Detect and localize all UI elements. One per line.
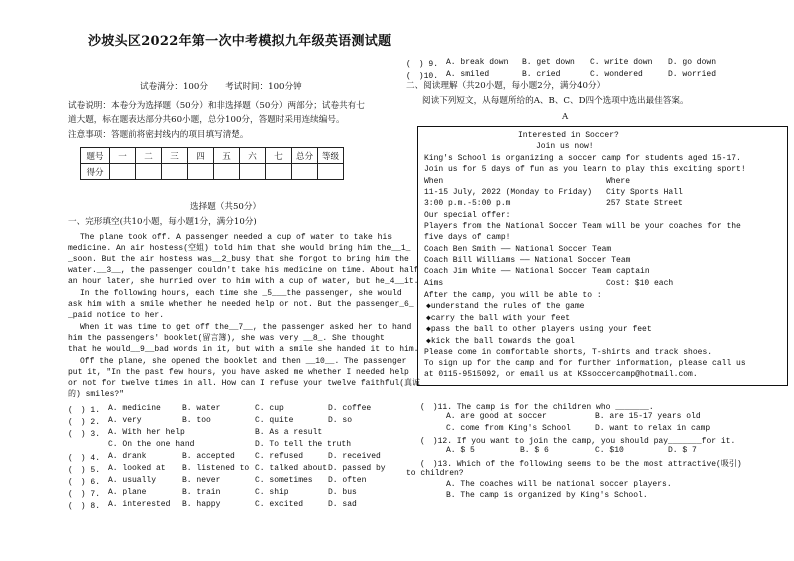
option-a[interactable]: A. looked at	[108, 464, 166, 473]
section-title: 选择题（共50分）	[190, 202, 262, 212]
option-c[interactable]: C. talked about	[255, 464, 328, 473]
ad-signup-1: To sign up for the camp and for further information, please call us	[424, 359, 746, 368]
passage-line: that he would__9__bad words in it, but with a smile she handed it to him.	[68, 345, 419, 354]
option-c[interactable]: C. come from King's School	[446, 424, 571, 433]
option-d[interactable]: D. received	[328, 452, 381, 461]
option-b[interactable]: B. are 15-17 years old	[595, 412, 701, 421]
option-a[interactable]: A. The coaches will be national soccer players.	[446, 480, 672, 489]
question-13: ( )13. Which of the following seems to be the most attractive(吸引)	[420, 460, 742, 469]
option-c[interactable]: C. sometimes	[255, 476, 313, 485]
option-c[interactable]: C. ship	[255, 488, 289, 497]
ad-offer-heading: Our special offer:	[424, 211, 511, 220]
option-a[interactable]: A. medicine	[108, 404, 161, 413]
question-number: ( ) 4.	[68, 454, 101, 463]
option-b[interactable]: B. never	[182, 476, 221, 485]
passage-line: or not for twelve times in all. How can I refuse your twelve faithful(真诚	[68, 379, 421, 388]
score-input-cell[interactable]	[214, 164, 240, 180]
option-a[interactable]: A. interested	[108, 500, 171, 509]
score-table-header-row	[81, 148, 344, 164]
option-a[interactable]: A. very	[108, 416, 142, 425]
score-cell: 七	[266, 148, 292, 164]
ad-aim-4: ◆kick the ball towards the goal	[426, 337, 575, 346]
ad-subtitle: Join us now!	[536, 142, 594, 151]
ad-aim-3: ◆pass the ball to other players using your feet	[426, 325, 652, 334]
option-d[interactable]: D. often	[328, 476, 367, 485]
score-input-cell[interactable]	[240, 164, 266, 180]
score-cell: 得分	[81, 164, 110, 180]
question-number: ( ) 1.	[68, 406, 101, 415]
score-cell: 四	[188, 148, 214, 164]
ad-when-label: When	[424, 177, 444, 186]
option-a[interactable]: A. $ 5	[446, 446, 475, 455]
ad-aims-label: Aims	[424, 279, 444, 288]
option-c[interactable]: C. On the one hand	[108, 440, 195, 449]
score-cell: 二	[136, 148, 162, 164]
option-b[interactable]: B. water	[182, 404, 221, 413]
option-d[interactable]: D. so	[328, 416, 353, 425]
passage-line: 的) smiles?"	[68, 390, 125, 399]
option-c[interactable]: C. write down	[590, 58, 653, 67]
question-number: ( ) 3.	[68, 430, 101, 439]
option-c[interactable]: C. quite	[255, 416, 294, 425]
score-input-cell[interactable]	[136, 164, 162, 180]
question-number: ( ) 5.	[68, 466, 101, 475]
option-c[interactable]: C. $10	[595, 446, 624, 455]
exam-note-2: 道大题，标在题表达部分共60小题，总分100分，答题时采用连续编号。	[68, 115, 345, 125]
ad-where-venue: City Sports Hall	[606, 188, 683, 197]
option-b[interactable]: B. get down	[522, 58, 575, 67]
option-b[interactable]: B. cried	[522, 70, 561, 79]
option-d[interactable]: D. To tell the truth	[255, 440, 352, 449]
score-cell: 五	[214, 148, 240, 164]
passage-line: him the passengers' booklet(留言簿), she was very __8_. She thought	[68, 334, 385, 343]
ad-intro-1: King's School is organizing a soccer camp for students aged 15-17.	[424, 154, 741, 163]
ad-offer-line-2: five days of camp!	[424, 233, 511, 242]
question-13-cont: to children?	[406, 469, 464, 478]
ad-after-heading: After the camp, you will be able to :	[424, 291, 602, 300]
passage-line: put it, "In the past few hours, you have asked me whether I needed help	[68, 368, 409, 377]
exam-note-1: 试卷说明：本卷分为选择题（50分）和非选择题（50分）两部分；试卷共有七	[68, 101, 365, 111]
score-cell: 一	[110, 148, 136, 164]
part-2-heading: 二、阅读理解（共20小题，每小题2分，满分40分）	[406, 81, 606, 91]
question-number: ( ) 6.	[68, 478, 101, 487]
option-b[interactable]: B. too	[182, 416, 211, 425]
score-cell: 三	[162, 148, 188, 164]
option-a[interactable]: A. With her help	[108, 428, 185, 437]
score-input-cell[interactable]	[110, 164, 136, 180]
soccer-camp-ad	[417, 126, 788, 386]
part-1-heading: 一、完形填空(共10小题，每小题1分，满分10分)	[68, 217, 257, 227]
ad-signup-2: at 0115-9515092, or email us at KSsoccercamp@hotmail.com.	[424, 370, 698, 379]
option-b[interactable]: B. happy	[182, 500, 221, 509]
ad-aim-1: ◆understand the rules of the game	[426, 302, 585, 311]
score-cell: 六	[240, 148, 266, 164]
reading-instruction: 阅读下列短文，从每题所给的A、B、C、D四个选项中选出最佳答案。	[422, 96, 689, 106]
ad-when-date: 11-15 July, 2022 (Monday to Friday)	[424, 188, 593, 197]
question-number: ( ) 7.	[68, 490, 101, 499]
score-input-cell[interactable]	[162, 164, 188, 180]
option-a[interactable]: A. smiled	[446, 70, 490, 79]
option-c[interactable]: C. wondered	[590, 70, 643, 79]
option-a[interactable]: A. usually	[108, 476, 157, 485]
passage-line: In the following hours, each time she _5___the passenger, she would	[80, 289, 402, 298]
option-b[interactable]: B. As a result	[255, 428, 323, 437]
passage-line: _paid notice to her.	[68, 311, 165, 320]
option-c[interactable]: C. excited	[255, 500, 304, 509]
ad-offer-line-1: Players from the National Soccer Team will be your coaches for the	[424, 222, 741, 231]
question-number: ( ) 2.	[68, 418, 101, 427]
question-11: ( )11. The camp is for the children who _______.	[420, 403, 654, 412]
option-c[interactable]: C. cup	[255, 404, 284, 413]
option-d[interactable]: D. sad	[328, 500, 357, 509]
option-d[interactable]: D. passed by	[328, 464, 386, 473]
ad-clothing: Please come in comfortable shorts, T-shirts and track shoes.	[424, 348, 713, 357]
ad-title: Interested in Soccer?	[518, 131, 619, 140]
exam-meta: 试卷满分：100分 考试时间：100分钟	[140, 82, 302, 92]
option-a[interactable]: A. plane	[108, 488, 147, 497]
option-d[interactable]: D. worried	[668, 70, 717, 79]
score-input-cell[interactable]	[292, 164, 318, 180]
option-b[interactable]: B. listened to	[182, 464, 250, 473]
passage-line: When it was time to get off the__7__, the passenger asked her to hand	[80, 323, 412, 332]
passage-line: ask him with a smile whether he needed help or not. But the passenger_6_	[68, 300, 414, 309]
score-input-cell[interactable]	[318, 164, 344, 180]
page-title: 沙坡头区2022年第一次中考模拟九年级英语测试题	[88, 34, 392, 49]
question-12: ( )12. If you want to join the camp, you should pay_______for it.	[420, 437, 736, 446]
ad-coach-3: Coach Jim White —— National Soccer Team captain	[424, 267, 650, 276]
ad-when-time: 3:00 p.m.-5:00 p.m	[424, 199, 511, 208]
passage-line: water.__3__, the passenger couldn't take his medicine on time. About half	[68, 266, 419, 275]
section-a-label: A	[562, 112, 569, 122]
score-table	[80, 147, 344, 180]
passage-line: an hour later, she hurried over to him with a cup of water, but he_4__it.	[68, 277, 419, 286]
option-a[interactable]: A. break down	[446, 58, 509, 67]
ad-coach-1: Coach Ben Smith —— National Soccer Team	[424, 245, 612, 254]
option-b[interactable]: B. accepted	[182, 452, 235, 461]
ad-intro-2: Join us for 5 days of fun as you learn to play this exciting sport!	[424, 165, 746, 174]
option-d[interactable]: D. go down	[668, 58, 717, 67]
option-d[interactable]: D. bus	[328, 488, 357, 497]
question-number: ( ) 8.	[68, 502, 101, 511]
passage-line: medicine. An air hostess(空姐) told him that she would bring him the__1_	[68, 244, 411, 253]
score-cell: 题号	[81, 148, 110, 164]
ad-where-label: Where	[606, 177, 631, 186]
passage-line: The plane took off. A passenger needed a cup of water to take his	[80, 233, 393, 242]
ad-where-address: 257 State Street	[606, 199, 683, 208]
option-d[interactable]: D. coffee	[328, 404, 372, 413]
ad-cost: Cost: $10 each	[606, 279, 674, 288]
score-table-score-row	[81, 164, 344, 180]
passage-line: Off the plane, she opened the booklet and then __10__. The passenger	[80, 357, 407, 366]
score-cell: 总分	[292, 148, 318, 164]
option-b[interactable]: B. train	[182, 488, 221, 497]
option-a[interactable]: A. are good at soccer	[446, 412, 547, 421]
option-d[interactable]: D. want to relax in camp	[595, 424, 711, 433]
question-number: ( ) 9.	[406, 60, 439, 69]
passage-line: _soon. But the air hostess was__2_busy that she forgot to bring him the	[68, 255, 409, 264]
option-b[interactable]: B. The camp is organized by King's School.	[446, 491, 648, 500]
score-cell: 等级	[318, 148, 344, 164]
option-c[interactable]: C. refused	[255, 452, 304, 461]
score-input-cell[interactable]	[266, 164, 292, 180]
question-number: ( )10.	[406, 72, 439, 81]
option-b[interactable]: B. $ 6	[520, 446, 549, 455]
ad-coach-2: Coach Bill Williams —— National Soccer Team	[424, 256, 631, 265]
option-a[interactable]: A. drank	[108, 452, 147, 461]
exam-note-3: 注意事项：答题前将密封线内的项目填写清楚。	[68, 130, 249, 140]
option-d[interactable]: D. $ 7	[668, 446, 697, 455]
score-input-cell[interactable]	[188, 164, 214, 180]
ad-aim-2: ◆carry the ball with your feet	[426, 314, 571, 323]
